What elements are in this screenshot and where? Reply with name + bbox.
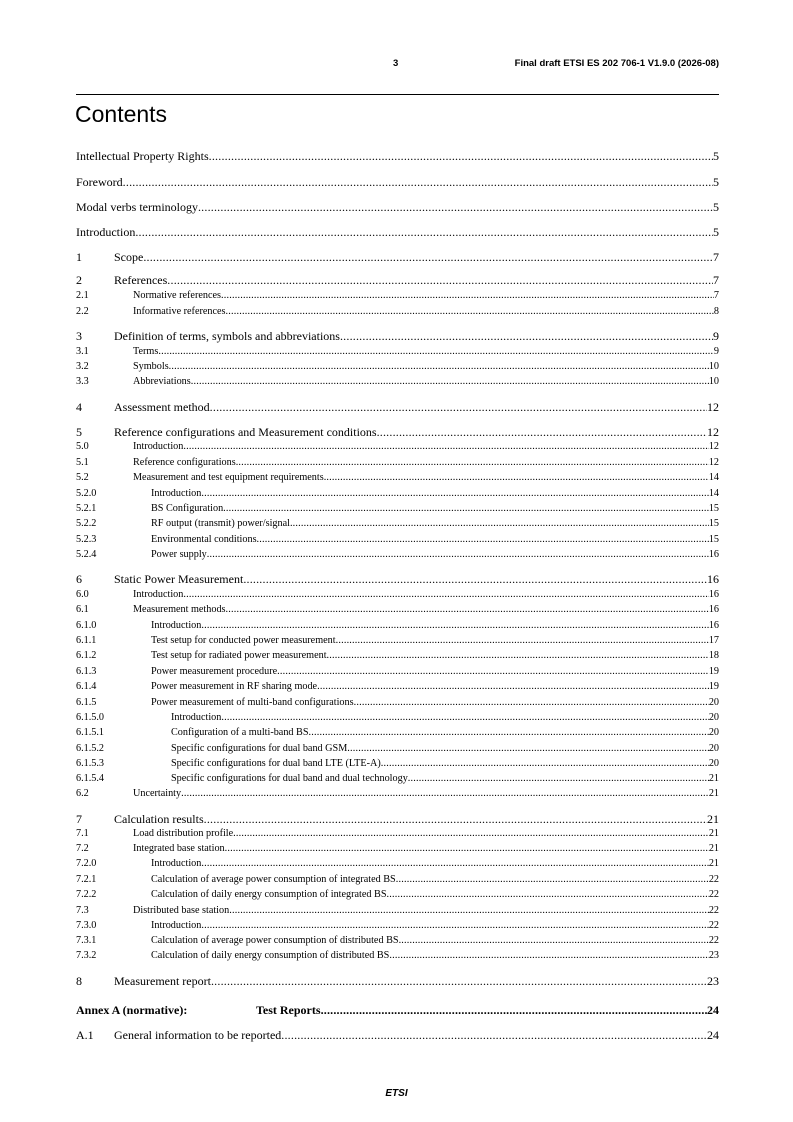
- toc-number: 6: [76, 572, 82, 586]
- toc-entry[interactable]: [76, 291, 719, 301]
- toc-leader: [210, 401, 707, 413]
- toc-title: Power measurement of multi-band configurations: [151, 697, 354, 708]
- toc-page: 7: [713, 290, 719, 301]
- toc-page: 15: [708, 518, 719, 529]
- toc-number: 6.1.5.1: [76, 727, 105, 738]
- toc-entry[interactable]: [76, 789, 719, 799]
- toc-page: 22: [708, 905, 719, 916]
- toc-number: 6.1.5.2: [76, 743, 105, 754]
- toc-number: 3.1: [76, 346, 89, 357]
- toc-page: 22: [708, 889, 719, 900]
- toc-entry[interactable]: [76, 535, 719, 545]
- toc-entry[interactable]: [76, 829, 719, 839]
- toc-entry[interactable]: [76, 226, 719, 238]
- toc-leader: [223, 504, 709, 514]
- toc-leader: [143, 251, 713, 263]
- toc-title: Foreword: [76, 175, 123, 189]
- toc-leader: [201, 859, 708, 869]
- toc-entry[interactable]: [76, 150, 719, 162]
- toc-number: 7.3.1: [76, 935, 97, 946]
- toc-entry[interactable]: [76, 442, 719, 452]
- toc-entry[interactable]: [76, 605, 719, 615]
- toc-title: References: [114, 273, 168, 287]
- toc-entry[interactable]: [76, 875, 719, 885]
- toc-number: 3.3: [76, 376, 89, 387]
- toc-page: 12: [708, 457, 719, 468]
- toc-entry[interactable]: [76, 362, 719, 372]
- toc-entry[interactable]: [76, 844, 719, 854]
- toc-leader: [399, 936, 709, 946]
- toc-title: Uncertainty: [133, 788, 182, 799]
- toc-page: 18: [708, 650, 719, 661]
- toc-page: 21: [708, 788, 719, 799]
- toc-number: 5.2.4: [76, 549, 97, 560]
- toc-number: 4: [76, 400, 82, 414]
- toc-number: 7.3.0: [76, 920, 97, 931]
- toc-leader: [135, 226, 713, 238]
- toc-number: 2: [76, 273, 82, 287]
- toc-leader: [207, 550, 709, 560]
- toc-page: 5: [713, 149, 719, 163]
- toc-leader: [243, 573, 707, 585]
- toc-number: 6.1.5.0: [76, 712, 105, 723]
- toc-number: 7.3: [76, 905, 89, 916]
- toc-leader: [354, 698, 709, 708]
- toc-page: 10: [708, 361, 719, 372]
- toc-page: 16: [708, 549, 719, 560]
- toc-leader: [169, 362, 709, 372]
- toc-leader: [340, 330, 713, 342]
- toc-number: 6.1.4: [76, 681, 97, 692]
- toc-number: 7.1: [76, 828, 89, 839]
- toc-leader: [309, 728, 709, 738]
- toc-leader: [221, 713, 708, 723]
- toc-page: 7: [713, 250, 719, 264]
- toc-number: 5: [76, 425, 82, 439]
- toc-number: 7.2: [76, 843, 89, 854]
- toc-leader: [387, 890, 709, 900]
- toc-title: Environmental conditions: [151, 534, 257, 545]
- page-title: Contents: [75, 101, 168, 127]
- toc-page: 21: [708, 773, 719, 784]
- toc-page: 21: [708, 828, 719, 839]
- toc-page: 7: [713, 273, 719, 287]
- toc-title: Static Power Measurement: [114, 572, 244, 586]
- toc-page: 20: [708, 697, 719, 708]
- toc-leader: [257, 535, 709, 545]
- toc-title: Introduction: [133, 441, 184, 452]
- toc-title: RF output (transmit) power/signal: [151, 518, 290, 529]
- toc-leader: [396, 875, 709, 885]
- toc-entry[interactable]: [76, 330, 719, 342]
- toc-page: 24: [707, 1028, 719, 1042]
- toc-entry[interactable]: [76, 636, 719, 646]
- toc-title: Calculation of daily energy consumption of distributed BS: [151, 950, 390, 961]
- toc-title: Specific configurations for dual band LTE (LTE-A): [171, 758, 381, 769]
- toc-entry[interactable]: [76, 274, 719, 286]
- toc-page: 17: [708, 635, 719, 646]
- toc-number: 2.1: [76, 290, 89, 301]
- toc-entry[interactable]: [76, 813, 719, 825]
- toc-leader: [225, 307, 713, 317]
- toc-leader: [183, 442, 708, 452]
- toc-title: Introduction: [151, 858, 202, 869]
- toc-title: Introduction: [151, 920, 202, 931]
- toc-number: 3: [76, 329, 82, 343]
- toc-leader: [233, 829, 709, 839]
- toc-title: Introduction: [151, 488, 202, 499]
- toc-page: 20: [708, 727, 719, 738]
- toc-leader: [229, 906, 709, 916]
- toc-entry[interactable]: [76, 1004, 719, 1016]
- toc-entry[interactable]: [76, 713, 719, 723]
- toc-page: 22: [708, 874, 719, 885]
- toc-title: Calculation of average power consumption of integrated BS: [151, 874, 396, 885]
- toc-leader: [277, 667, 709, 677]
- toc-page: 20: [708, 758, 719, 769]
- toc-entry[interactable]: [76, 1029, 719, 1041]
- toc-title: Measurement methods: [133, 604, 226, 615]
- toc-number: 1: [76, 250, 82, 264]
- toc-number: 5.1: [76, 457, 89, 468]
- toc-entry[interactable]: [76, 176, 719, 188]
- toc-entry[interactable]: [76, 759, 719, 769]
- toc-title: Definition of terms, symbols and abbreviations: [114, 329, 340, 343]
- toc-entry[interactable]: [76, 651, 719, 661]
- toc-title: Calculation of average power consumption of distributed BS: [151, 935, 399, 946]
- toc-page: 9: [713, 346, 719, 357]
- toc-leader: [211, 975, 707, 987]
- toc-page: 5: [713, 225, 719, 239]
- page-footer: ETSI: [385, 1088, 408, 1099]
- toc-title: Reference configurations: [133, 457, 236, 468]
- toc-title: Calculation results: [114, 812, 204, 826]
- toc-number: 5.2.3: [76, 534, 97, 545]
- toc-page: 10: [708, 376, 719, 387]
- toc-entry[interactable]: [76, 906, 719, 916]
- toc-entry[interactable]: [76, 307, 719, 317]
- toc-entry[interactable]: [76, 426, 719, 438]
- toc-page: 12: [707, 400, 719, 414]
- toc-leader: [183, 590, 708, 600]
- toc-leader: [198, 201, 713, 213]
- toc-title: Modal verbs terminology: [76, 200, 198, 214]
- toc-page: 19: [708, 681, 719, 692]
- toc-title: Introduction: [171, 712, 222, 723]
- toc-number: 6.1.5.4: [76, 773, 105, 784]
- toc-title: Normative references: [133, 290, 221, 301]
- toc-number: 6.1.0: [76, 620, 97, 631]
- toc-leader: [347, 744, 709, 754]
- header-rule: [76, 94, 719, 95]
- toc-title: Test Reports: [256, 1003, 321, 1017]
- toc-title: Load distribution profile: [133, 828, 234, 839]
- toc-number: 6.2: [76, 788, 89, 799]
- toc-leader: [225, 844, 709, 854]
- toc-page: 22: [708, 935, 719, 946]
- toc-entry[interactable]: [76, 519, 719, 529]
- toc-title: Calculation of daily energy consumption of integrated BS: [151, 889, 387, 900]
- toc-leader: [201, 489, 708, 499]
- toc-page: 5: [713, 200, 719, 214]
- toc-number: 8: [76, 974, 82, 988]
- toc-entry[interactable]: [76, 698, 719, 708]
- toc-page: 23: [707, 974, 719, 988]
- toc-title: Intellectual Property Rights: [76, 149, 209, 163]
- toc-page: 8: [713, 306, 719, 317]
- toc-leader: [317, 682, 709, 692]
- toc-entry[interactable]: [76, 573, 719, 585]
- toc-number: 2.2: [76, 306, 89, 317]
- toc-number: 6.1.5.3: [76, 758, 105, 769]
- toc-title: Abbreviations: [133, 376, 191, 387]
- toc-title: Informative references: [133, 306, 226, 317]
- toc-title: Distributed base station: [133, 905, 230, 916]
- toc-number: 3.2: [76, 361, 89, 372]
- toc-entry[interactable]: [76, 251, 719, 263]
- toc-leader: [204, 813, 707, 825]
- toc-title: Introduction: [76, 225, 136, 239]
- toc-entry[interactable]: [76, 550, 719, 560]
- toc-entry[interactable]: [76, 859, 719, 869]
- toc-page: 20: [708, 712, 719, 723]
- toc-page: 16: [708, 604, 719, 615]
- toc-title: Assessment method: [114, 400, 210, 414]
- toc-title: BS Configuration: [151, 503, 224, 514]
- toc-page: 14: [708, 488, 719, 499]
- toc-title: Introduction: [133, 589, 184, 600]
- toc-entry[interactable]: [76, 921, 719, 931]
- toc-page: 9: [713, 329, 719, 343]
- toc-number: Annex A (normative):: [76, 1003, 188, 1017]
- toc-entry[interactable]: [76, 401, 719, 413]
- toc-leader: [336, 636, 709, 646]
- toc-number: 5.2.2: [76, 518, 97, 529]
- toc-title: Measurement and test equipment requirements: [133, 472, 324, 483]
- toc-entry[interactable]: [76, 201, 719, 213]
- toc-entry[interactable]: [76, 975, 719, 987]
- toc-page: 22: [708, 920, 719, 931]
- toc-title: Symbols: [133, 361, 169, 372]
- toc-leader: [377, 426, 707, 438]
- toc-entry[interactable]: [76, 682, 719, 692]
- toc-number: 5.2.1: [76, 503, 97, 514]
- toc-page: 12: [708, 441, 719, 452]
- toc-title: Measurement report: [114, 974, 211, 988]
- toc-leader: [389, 951, 708, 961]
- toc-entry[interactable]: [76, 347, 719, 357]
- toc-title: Integrated base station: [133, 843, 225, 854]
- toc-number: A.1: [76, 1028, 94, 1042]
- toc-leader: [236, 458, 709, 468]
- toc-page: 14: [708, 472, 719, 483]
- toc-page: 21: [708, 843, 719, 854]
- toc-number: 7.2.1: [76, 874, 97, 885]
- toc-leader: [209, 150, 713, 162]
- toc-entry[interactable]: [76, 744, 719, 754]
- toc-number: 7.3.2: [76, 950, 97, 961]
- toc-entry[interactable]: [76, 489, 719, 499]
- toc-leader: [167, 274, 713, 286]
- toc-title: Specific configurations for dual band and dual technology: [171, 773, 408, 784]
- toc-number: 6.1.1: [76, 635, 97, 646]
- toc-leader: [191, 377, 709, 387]
- toc-entry[interactable]: [76, 377, 719, 387]
- toc-leader: [123, 176, 713, 188]
- toc-leader: [158, 347, 714, 357]
- toc-leader: [181, 789, 709, 799]
- toc-page: 21: [707, 812, 719, 826]
- toc-title: Power measurement procedure: [151, 666, 278, 677]
- toc-number: 7.2.0: [76, 858, 97, 869]
- toc-title: Specific configurations for dual band GSM: [171, 743, 348, 754]
- toc-entry[interactable]: [76, 473, 719, 483]
- toc-number: 5.2.0: [76, 488, 97, 499]
- toc-number: 6.1.3: [76, 666, 97, 677]
- toc-number: 6.1.2: [76, 650, 97, 661]
- toc-page: 16: [708, 589, 719, 600]
- toc-title: Configuration of a multi-band BS: [171, 727, 309, 738]
- toc-page: 19: [708, 666, 719, 677]
- toc-title: General information to be reported: [114, 1028, 282, 1042]
- toc-entry[interactable]: [76, 728, 719, 738]
- toc-leader: [321, 1004, 707, 1016]
- toc-entry[interactable]: [76, 890, 719, 900]
- toc-page: 20: [708, 743, 719, 754]
- toc-leader: [324, 473, 709, 483]
- toc-entry[interactable]: [76, 590, 719, 600]
- toc-number: 7: [76, 812, 82, 826]
- toc-number: 6.1.5: [76, 697, 97, 708]
- page-number: 3: [393, 58, 399, 69]
- toc-entry[interactable]: [76, 667, 719, 677]
- toc-leader: [226, 605, 709, 615]
- toc-number: 5.0: [76, 441, 89, 452]
- toc-page: 15: [708, 503, 719, 514]
- toc-leader: [381, 759, 709, 769]
- toc-number: 7.2.2: [76, 889, 97, 900]
- toc-leader: [201, 921, 708, 931]
- toc-page: 23: [708, 950, 719, 961]
- toc-page: 12: [707, 425, 719, 439]
- toc-leader: [327, 651, 709, 661]
- toc-title: Reference configurations and Measurement conditions: [114, 425, 377, 439]
- toc-title: Terms: [133, 346, 159, 357]
- toc-title: Scope: [114, 250, 144, 264]
- page-header: [76, 58, 719, 72]
- toc-entry[interactable]: [76, 774, 719, 784]
- toc-title: Power supply: [151, 549, 207, 560]
- toc-title: Introduction: [151, 620, 202, 631]
- toc-leader: [221, 291, 714, 301]
- toc-page: 24: [707, 1003, 719, 1017]
- toc-page: 5: [713, 175, 719, 189]
- toc-page: 16: [707, 572, 719, 586]
- toc-entry[interactable]: [76, 621, 719, 631]
- toc-leader: [408, 774, 709, 784]
- toc-title: Test setup for conducted power measurement: [151, 635, 336, 646]
- toc-page: 21: [708, 858, 719, 869]
- toc-page: 15: [708, 534, 719, 545]
- toc-page: 16: [708, 620, 719, 631]
- document-id: Final draft ETSI ES 202 706-1 V1.9.0 (2026-08): [514, 58, 719, 69]
- toc-number: 6.1: [76, 604, 89, 615]
- toc-leader: [290, 519, 709, 529]
- toc-title: Power measurement in RF sharing mode: [151, 681, 318, 692]
- toc-number: 6.0: [76, 589, 89, 600]
- toc-entry[interactable]: [76, 951, 719, 961]
- toc-leader: [201, 621, 708, 631]
- toc-title: Test setup for radiated power measurement: [151, 650, 327, 661]
- toc-entry[interactable]: [76, 504, 719, 514]
- toc-entry[interactable]: [76, 458, 719, 468]
- toc-entry[interactable]: [76, 936, 719, 946]
- toc-leader: [281, 1029, 707, 1041]
- toc-number: 5.2: [76, 472, 89, 483]
